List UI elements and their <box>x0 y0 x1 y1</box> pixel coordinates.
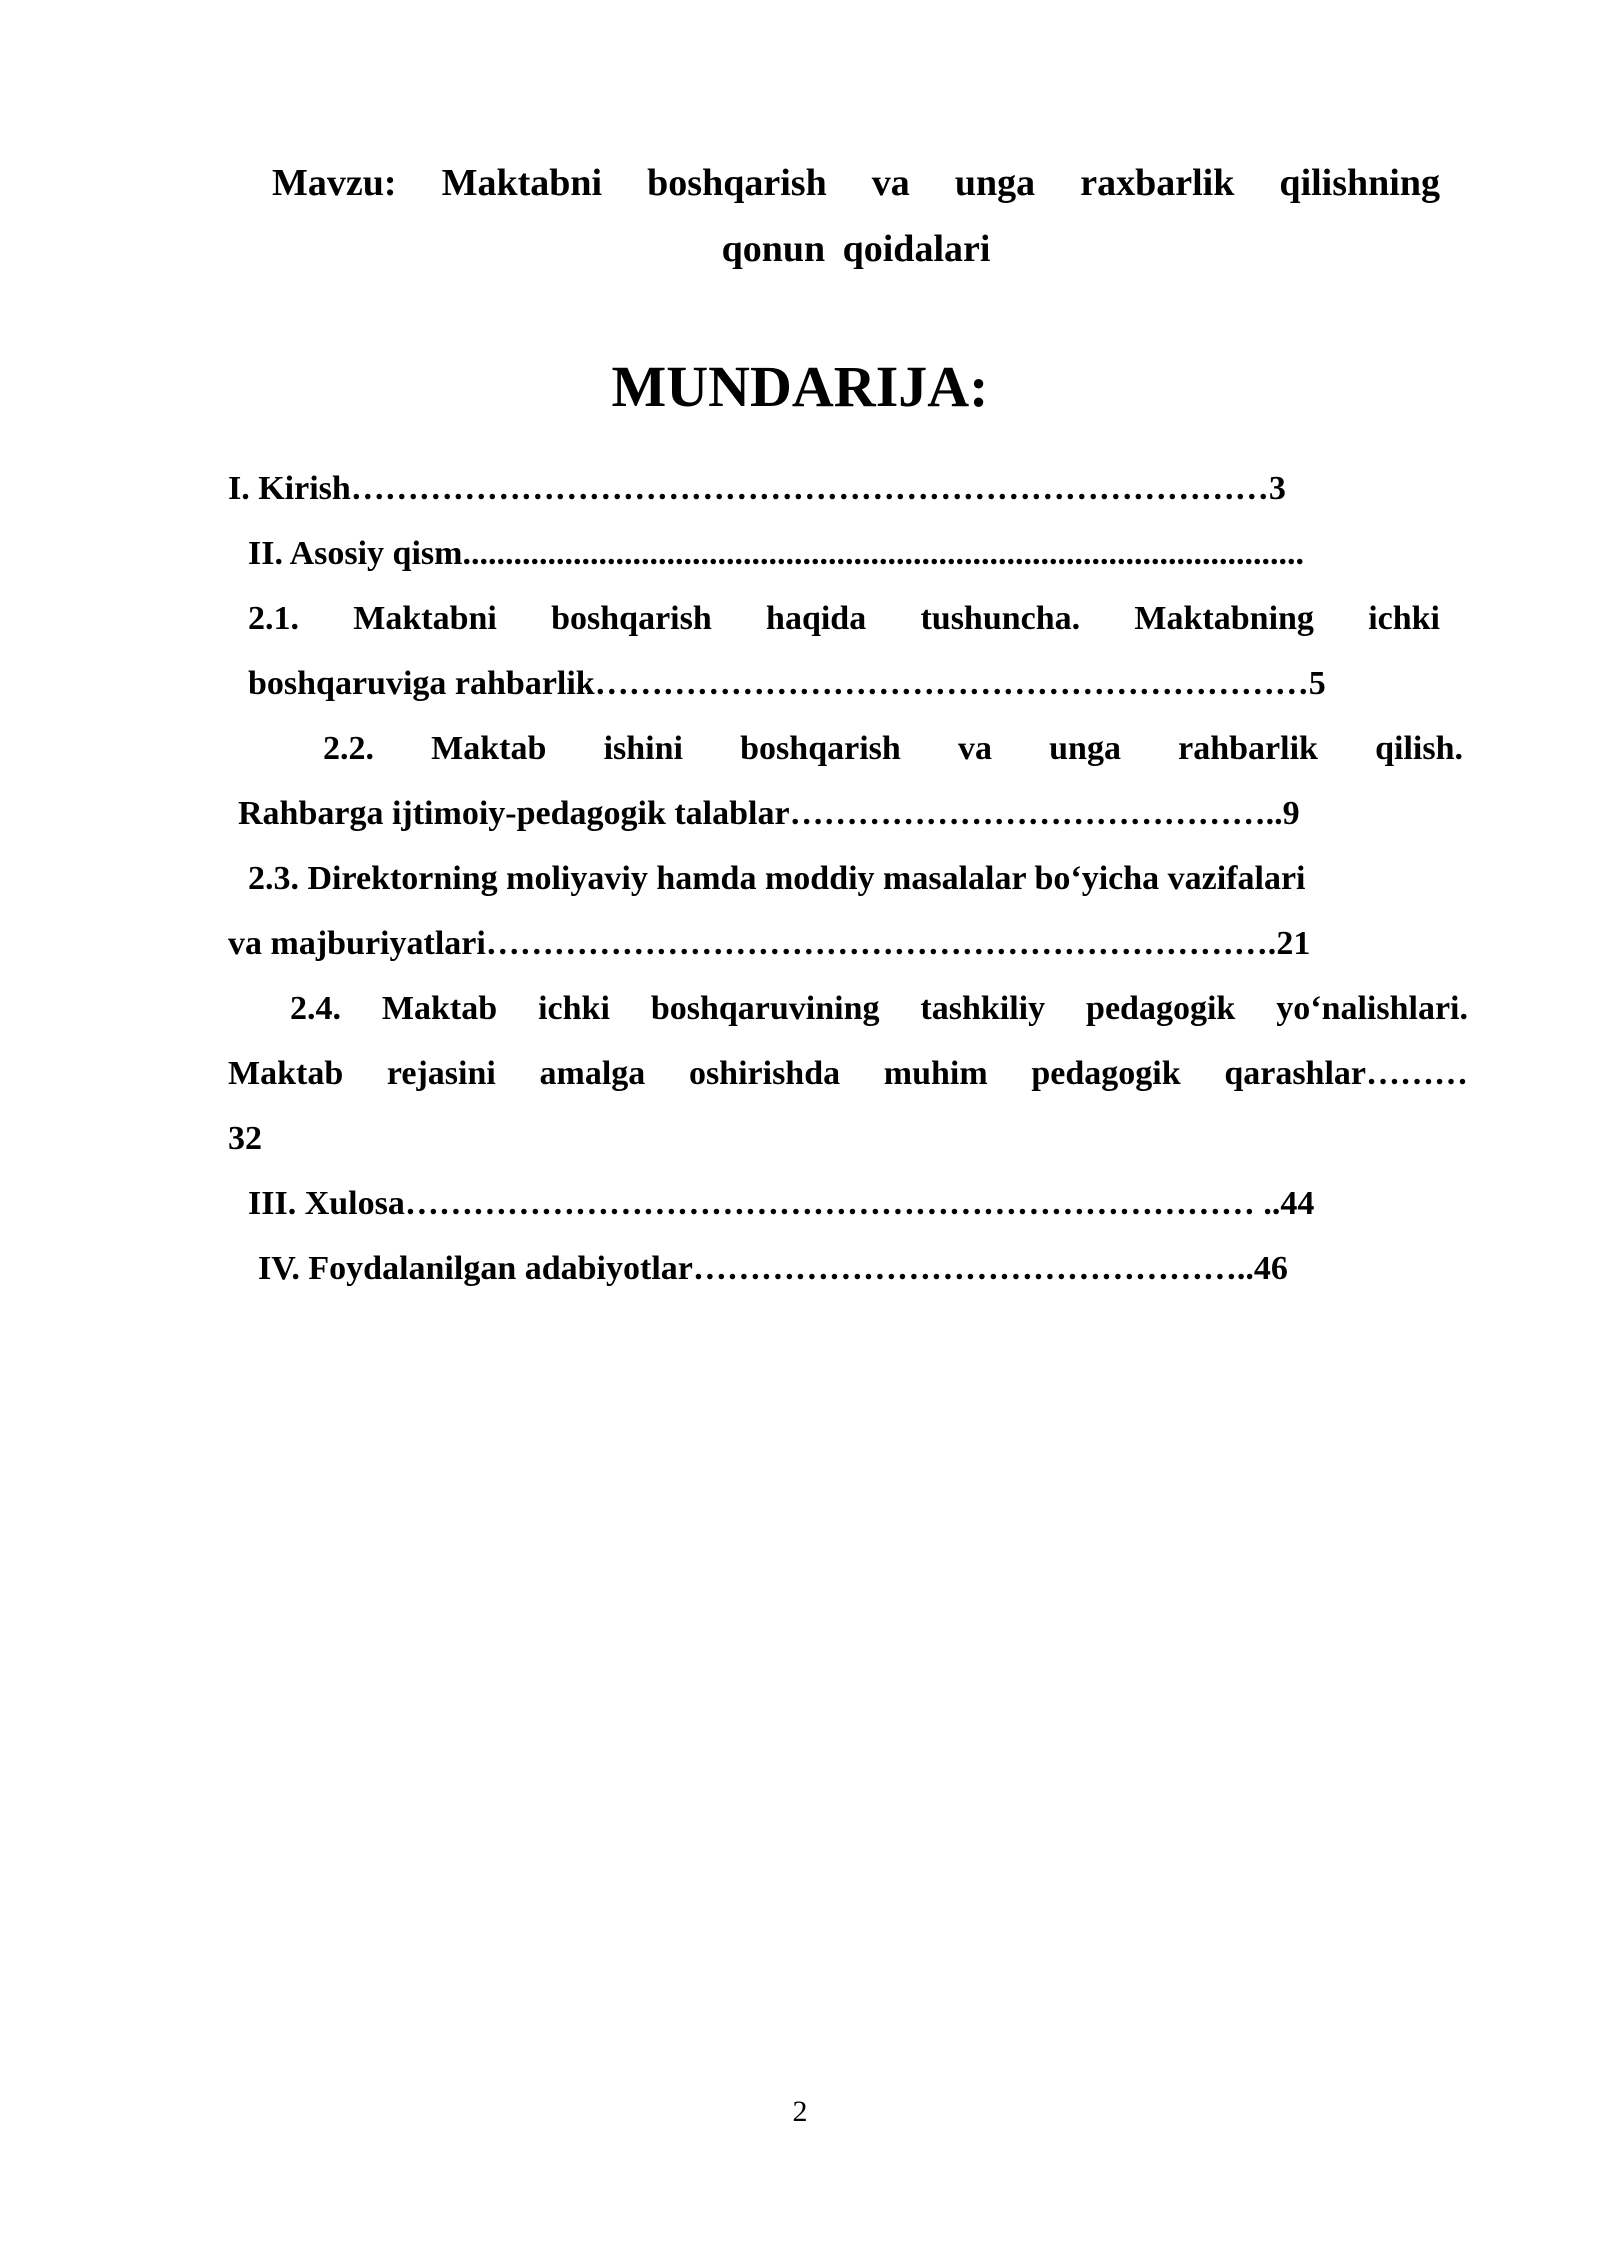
toc-entry-main-part[interactable] <box>248 529 1440 579</box>
toc-entry-text: Maktab rejasini amalga oshirishda muhim pedagogik qarashlar……… <box>228 1055 1468 1092</box>
toc-entry-2-2-line-2[interactable] <box>238 789 1463 839</box>
toc-entry-text: boshqaruviga rahbarlik……………………………………………………… <box>248 665 1309 702</box>
toc-entry-2-1-line-1[interactable] <box>248 594 1440 644</box>
toc-entry-page-number: 46 <box>1253 1250 1288 1287</box>
toc-entry-2-4-line-1[interactable] <box>290 984 1468 1034</box>
toc-entry-2-4-line-3[interactable] <box>228 1114 428 1164</box>
toc-entry-page-number: 44 <box>1280 1185 1315 1222</box>
toc-entry-page-number: 21 <box>1276 925 1311 962</box>
toc-entry-2-2-line-1[interactable] <box>323 724 1463 774</box>
toc-heading: MUNDARIJA: <box>611 354 989 419</box>
toc-entry-page-number: 32 <box>228 1120 262 1157</box>
toc-entry-2-3-line-1[interactable] <box>248 854 1468 904</box>
toc-entry-text: 2.3. Direktorning moliyaviy hamda moddiy masalalar bo‘yicha vazifalari <box>248 860 1306 897</box>
toc-entry-text: II. Asosiy qism................................................................................................... <box>248 535 1304 572</box>
toc-entry-references[interactable] <box>258 1244 1458 1294</box>
toc-entry-2-1-line-2[interactable] <box>248 659 1440 709</box>
toc-entry-page-number: 5 <box>1308 665 1326 702</box>
subject-title-line-2: qonun qoidalari <box>721 228 991 270</box>
toc-entry-conclusion[interactable] <box>248 1179 1468 1229</box>
subject-title <box>272 150 1440 282</box>
toc-entry-introduction[interactable] <box>228 464 1440 514</box>
toc-entry-page-number: 3 <box>1268 470 1286 507</box>
toc-entry-text: 2.4. Maktab ichki boshqaruvining tashkiliy pedagogik yo‘nalishlari. <box>290 990 1468 1027</box>
toc-entry-page-number: 9 <box>1282 795 1300 832</box>
toc-entry-2-4-line-2[interactable] <box>228 1049 1468 1099</box>
page-number: 2 <box>792 2095 808 2128</box>
toc-entry-text: va majburiyatlari……………………………………………………………. <box>228 925 1277 962</box>
toc-entry-text: I. Kirish……………………………………………………………………… <box>228 470 1269 507</box>
toc-entry-text: 2.1. Maktabni boshqarish haqida tushuncha. Maktabning ichki <box>248 600 1440 637</box>
toc-entry-text: IV. Foydalanilgan adabiyotlar………………………………………….. <box>258 1250 1254 1287</box>
toc-entry-text: III. Xulosa………………………………………………………………… .. <box>248 1185 1281 1222</box>
toc-entry-text: Rahbarga ijtimoiy-pedagogik talablar…………………………………….. <box>238 795 1283 832</box>
toc-entry-text: 2.2. Maktab ishini boshqarish va unga rahbarlik qilish. <box>323 730 1463 767</box>
subject-title-line-1: Mavzu: Maktabni boshqarish va unga raxbarlik qilishning <box>272 162 1440 204</box>
toc-entry-2-3-line-2[interactable] <box>228 919 1468 969</box>
